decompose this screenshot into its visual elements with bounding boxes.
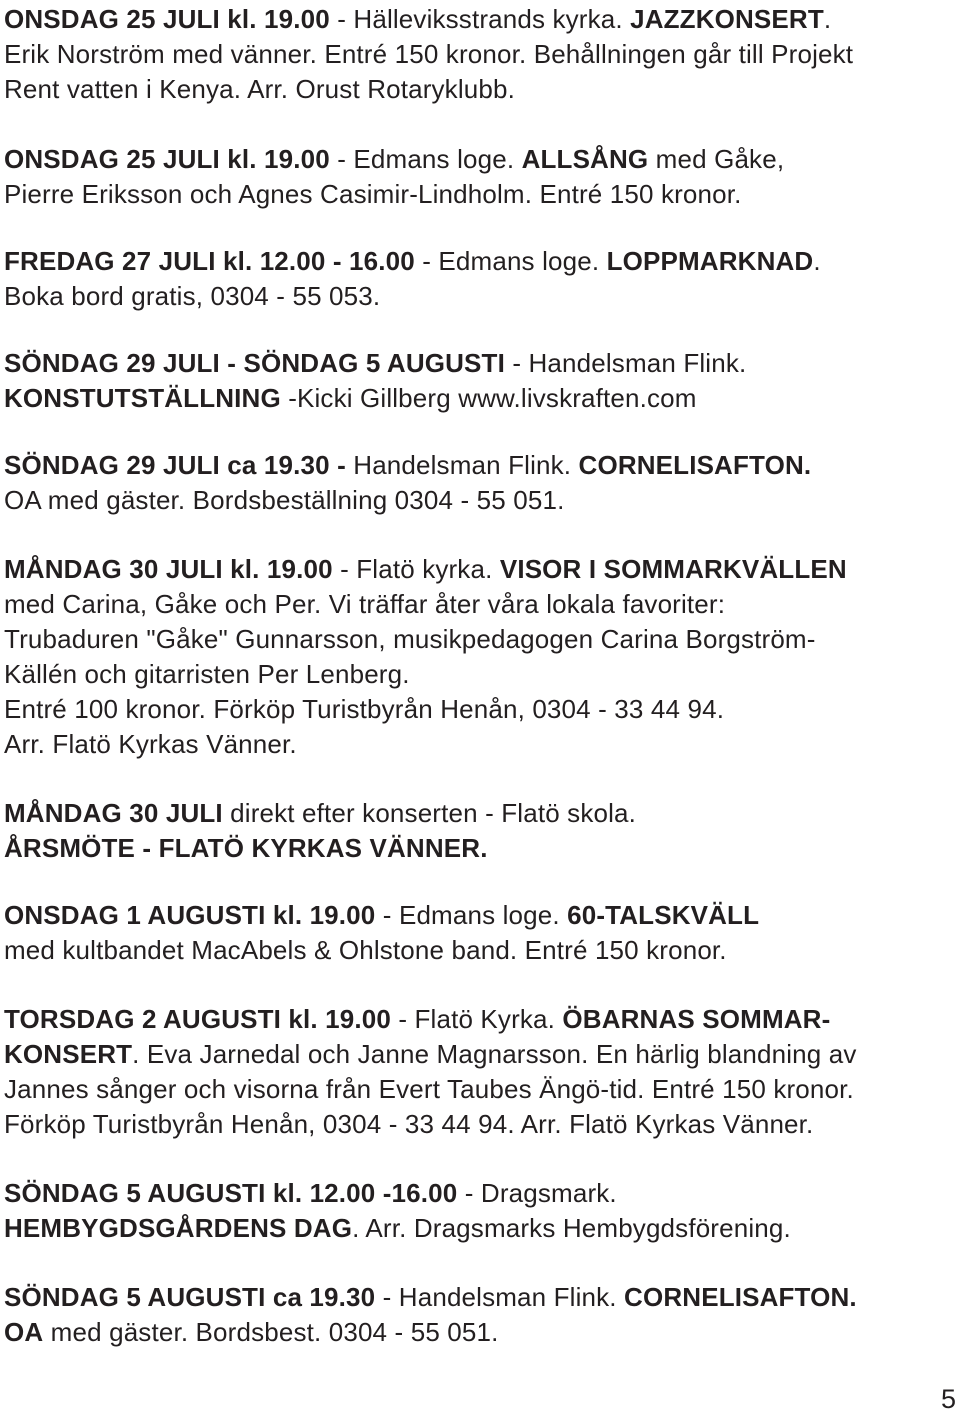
event-line [4,177,954,212]
event-line [4,483,954,518]
page-number: 5 [940,1384,956,1414]
bold-text-segment: LOPPMARKNAD [606,246,814,276]
text-segment: med gäster. Bordsbest. 0304 - 55 051. [43,1317,499,1347]
text-segment: direkt efter konserten - Flatö skola. [222,798,637,828]
event-line [4,1037,954,1072]
event-line [4,142,954,177]
bold-text-segment: MÅNDAG 30 JULI [4,798,223,828]
event-line [4,1211,954,1246]
text-segment: - Flatö kyrka. [332,554,500,584]
bold-text-segment: TORSDAG 2 AUGUSTI kl. 19.00 [4,1004,391,1034]
bold-text-segment: KONSTUTSTÄLLNING [4,383,281,413]
text-segment: . Arr. Dragsmarks Hembygdsförening. [352,1213,791,1243]
text-segment: - Handelsman Flink. [375,1282,625,1312]
text-segment: Jannes sånger och visorna från Evert Taubes Ängö-tid. Entré 150 kronor. [4,1074,854,1104]
text-segment: OA med gäster. Bordsbeställning 0304 - 55 051. [4,485,565,515]
bold-text-segment: OA [4,1317,44,1347]
text-segment: . Eva Jarnedal och Janne Magnarsson. En härlig blandning av [132,1039,857,1069]
text-segment: med kultbandet MacAbels & Ohlstone band. Entré 150 kronor. [4,935,727,965]
text-segment: . [823,4,832,34]
text-segment: - Edmans loge. [329,144,522,174]
text-segment: Erik Norström med vänner. Entré 150 kronor. Behållningen går till Projekt [4,39,854,69]
event-line [4,346,954,381]
text-segment: Pierre Eriksson och Agnes Casimir-Lindholm. Entré 150 kronor. [4,179,742,209]
text-segment: - Edmans loge. [375,900,568,930]
event-entry [4,346,954,416]
event-line [4,72,954,107]
event-line [4,657,954,692]
event-line [4,1280,954,1315]
bold-text-segment: 60-TALSKVÄLL [567,900,760,930]
event-line [4,279,954,314]
event-entry [4,2,954,107]
text-segment: - Dragsmark. [457,1178,617,1208]
text-segment: Handelsman Flink. [345,450,579,480]
event-line [4,796,954,831]
bold-text-segment: ONSDAG 25 JULI kl. 19.00 [4,144,330,174]
bold-text-segment: HEMBYGDSGÅRDENS DAG [4,1213,353,1243]
text-segment: med Gåke, [648,144,785,174]
text-segment: Källén och gitarristen Per Lenberg. [4,659,410,689]
event-line [4,692,954,727]
event-line [4,831,954,866]
event-entry [4,448,954,518]
event-line [4,587,954,622]
bold-text-segment: ALLSÅNG [521,144,649,174]
text-segment: med Carina, Gåke och Per. Vi träffar åter våra lokala favoriter: [4,589,726,619]
text-segment: Arr. Flatö Kyrkas Vänner. [4,729,297,759]
text-segment: - Hälleviksstrands kyrka. [329,4,631,34]
event-line [4,1176,954,1211]
event-line [4,1107,954,1142]
bold-text-segment: KONSERT [4,1039,133,1069]
text-segment: -Kicki Gillberg www.livskraften.com [280,383,697,413]
bold-text-segment: JAZZKONSERT [630,4,824,34]
event-entry [4,552,954,762]
event-line [4,1072,954,1107]
event-line [4,2,954,37]
event-entry [4,142,954,212]
event-entry [4,1280,954,1350]
bold-text-segment: SÖNDAG 5 AUGUSTI kl. 12.00 -16.00 [4,1178,458,1208]
text-segment: . [813,246,821,276]
event-line [4,727,954,762]
event-line [4,37,954,72]
event-line [4,244,954,279]
bold-text-segment: MÅNDAG 30 JULI kl. 19.00 [4,554,333,584]
bold-text-segment: ONSDAG 25 JULI kl. 19.00 [4,4,330,34]
event-line [4,898,954,933]
bold-text-segment: SÖNDAG 29 JULI - SÖNDAG 5 AUGUSTI [4,348,505,378]
bold-text-segment: SÖNDAG 5 AUGUSTI ca 19.30 [4,1282,376,1312]
event-entry [4,244,954,314]
event-line [4,448,954,483]
event-line [4,552,954,587]
event-line [4,1002,954,1037]
event-line [4,381,954,416]
event-line [4,933,954,968]
event-entry [4,1176,954,1246]
bold-text-segment: ÅRSMÖTE - FLATÖ KYRKAS VÄNNER. [4,833,488,863]
bold-text-segment: CORNELISAFTON. [624,1282,857,1312]
text-segment: - Edmans loge. [414,246,607,276]
text-segment: Trubaduren "Gåke" Gunnarsson, musikpedagogen Carina Borgström- [4,624,816,654]
event-entry [4,898,954,968]
text-segment: Rent vatten i Kenya. Arr. Orust Rotaryklubb. [4,74,515,104]
bold-text-segment: FREDAG 27 JULI kl. 12.00 - 16.00 [4,246,415,276]
event-line [4,1315,954,1350]
text-segment: - Flatö Kyrka. [390,1004,563,1034]
text-segment: Boka bord gratis, 0304 - 55 053. [4,281,381,311]
event-entry [4,1002,954,1142]
bold-text-segment: ÖBARNAS SOMMAR- [562,1004,831,1034]
bold-text-segment: VISOR I SOMMARKVÄLLEN [499,554,847,584]
bold-text-segment: CORNELISAFTON. [578,450,812,480]
text-segment: Entré 100 kronor. Förköp Turistbyrån Henån, 0304 - 33 44 94. [4,694,725,724]
event-line [4,622,954,657]
bold-text-segment: SÖNDAG 29 JULI ca 19.30 - [4,450,346,480]
event-entry [4,796,954,866]
text-segment: Förköp Turistbyrån Henån, 0304 - 33 44 94. Arr. Flatö Kyrkas Vänner. [4,1109,814,1139]
text-segment: - Handelsman Flink. [504,348,747,378]
bold-text-segment: ONSDAG 1 AUGUSTI kl. 19.00 [4,900,376,930]
